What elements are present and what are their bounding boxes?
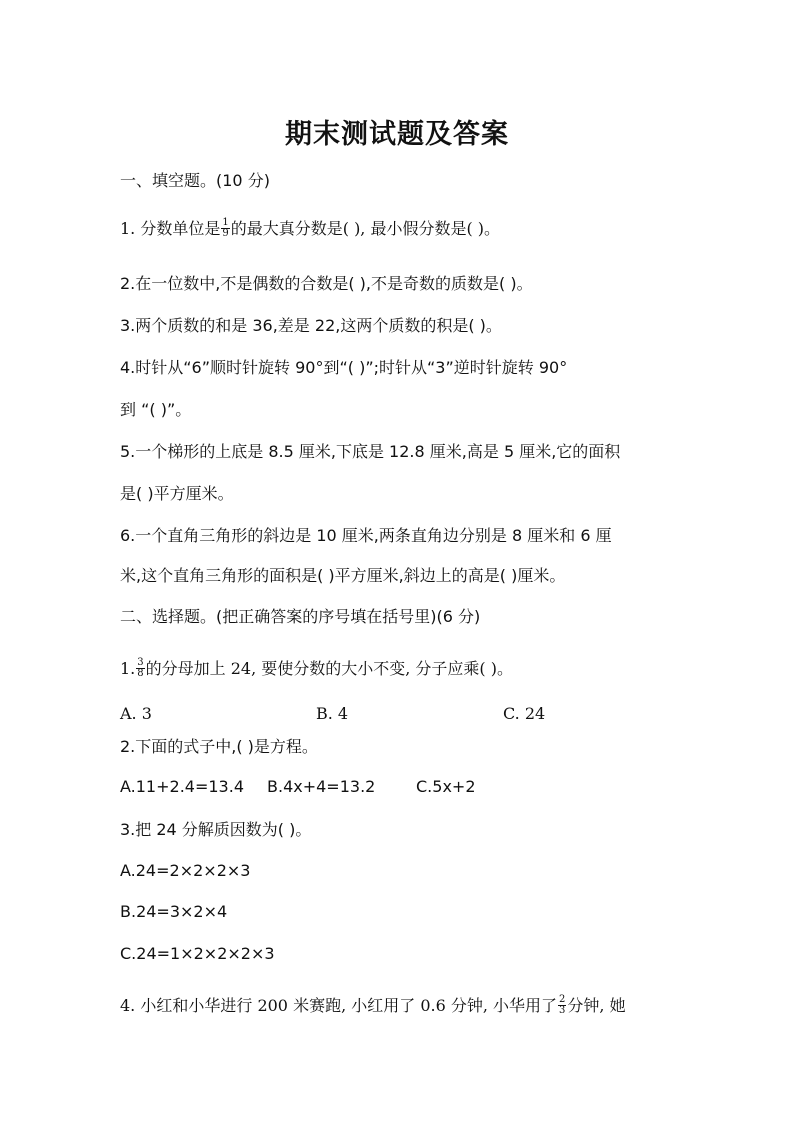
s2-q2-option-c: C.5x+2 (416, 777, 476, 796)
s1-question-2: 2.在一位数中,不是偶数的合数是( ),不是奇数的质数是( )。 (120, 274, 533, 293)
s2-q1-option-b: B. 4 (316, 704, 349, 723)
s2-q1-text-a: 1. (120, 659, 136, 678)
s1-question-5-line1: 5.一个梯形的上底是 8.5 厘米,下底是 12.8 厘米,高是 5 厘米,它的面积 (120, 442, 621, 461)
s1-q1-text-b: 的最大真分数是( ), 最小假分数是( )。 (230, 219, 501, 238)
section2-heading: 二、选择题。(把正确答案的序号填在括号里)(6 分) (120, 607, 481, 626)
s1-question-6-line2: 米,这个直角三角形的面积是( )平方厘米,斜边上的高是( )厘米。 (120, 566, 566, 585)
s2-q3-option-b: B.24=3×2×4 (120, 902, 228, 921)
s2-q3-option-c: C.24=1×2×2×2×3 (120, 944, 275, 963)
section1-heading: 一、填空题。(10 分) (120, 171, 270, 190)
page-title: 期末测试题及答案 (285, 119, 509, 150)
s2-q1-option-a: A. 3 (120, 704, 152, 723)
s2-q4-text-b: 分钟, 她 (567, 996, 626, 1015)
fraction-one-ninth: $\frac{1}{9}$ (222, 217, 229, 239)
s2-q4-text-a: 4. 小红和小华进行 200 米赛跑, 小红用了 0.6 分钟, 小华用了 (120, 996, 558, 1015)
s1-question-5-line2: 是( )平方厘米。 (120, 484, 234, 503)
s2-q1-option-c: C. 24 (503, 704, 546, 723)
s2-q2-option-a: A.11+2.4=13.4 (120, 777, 244, 796)
fraction-three-eighths: $\frac{3}{8}$ (137, 657, 144, 679)
s2-q1-text-b: 的分母加上 24, 要使分数的大小不变, 分子应乘( )。 (145, 659, 514, 678)
s2-question-2: 2.下面的式子中,( )是方程。 (120, 737, 318, 756)
s1-question-1 (120, 219, 500, 240)
s1-question-6-line1: 6.一个直角三角形的斜边是 10 厘米,两条直角边分别是 8 厘米和 6 厘 (120, 526, 612, 545)
s2-question-1 (120, 659, 513, 680)
s1-q1-text-a: 1. 分数单位是 (120, 219, 221, 238)
s2-q2-option-b: B.4x+4=13.2 (267, 777, 376, 796)
fraction-two-thirds: $\frac{2}{3}$ (559, 994, 566, 1016)
s1-question-3: 3.两个质数的和是 36,差是 22,这两个质数的积是( )。 (120, 316, 502, 335)
s1-question-4-line2: 到 “( )”。 (120, 400, 192, 419)
s2-question-4 (120, 996, 626, 1017)
s2-question-3: 3.把 24 分解质因数为( )。 (120, 820, 312, 839)
s1-question-4-line1: 4.时针从“6”顺时针旋转 90°到“( )”;时针从“3”逆时针旋转 90° (120, 358, 568, 377)
s2-q3-option-a: A.24=2×2×2×3 (120, 861, 251, 880)
